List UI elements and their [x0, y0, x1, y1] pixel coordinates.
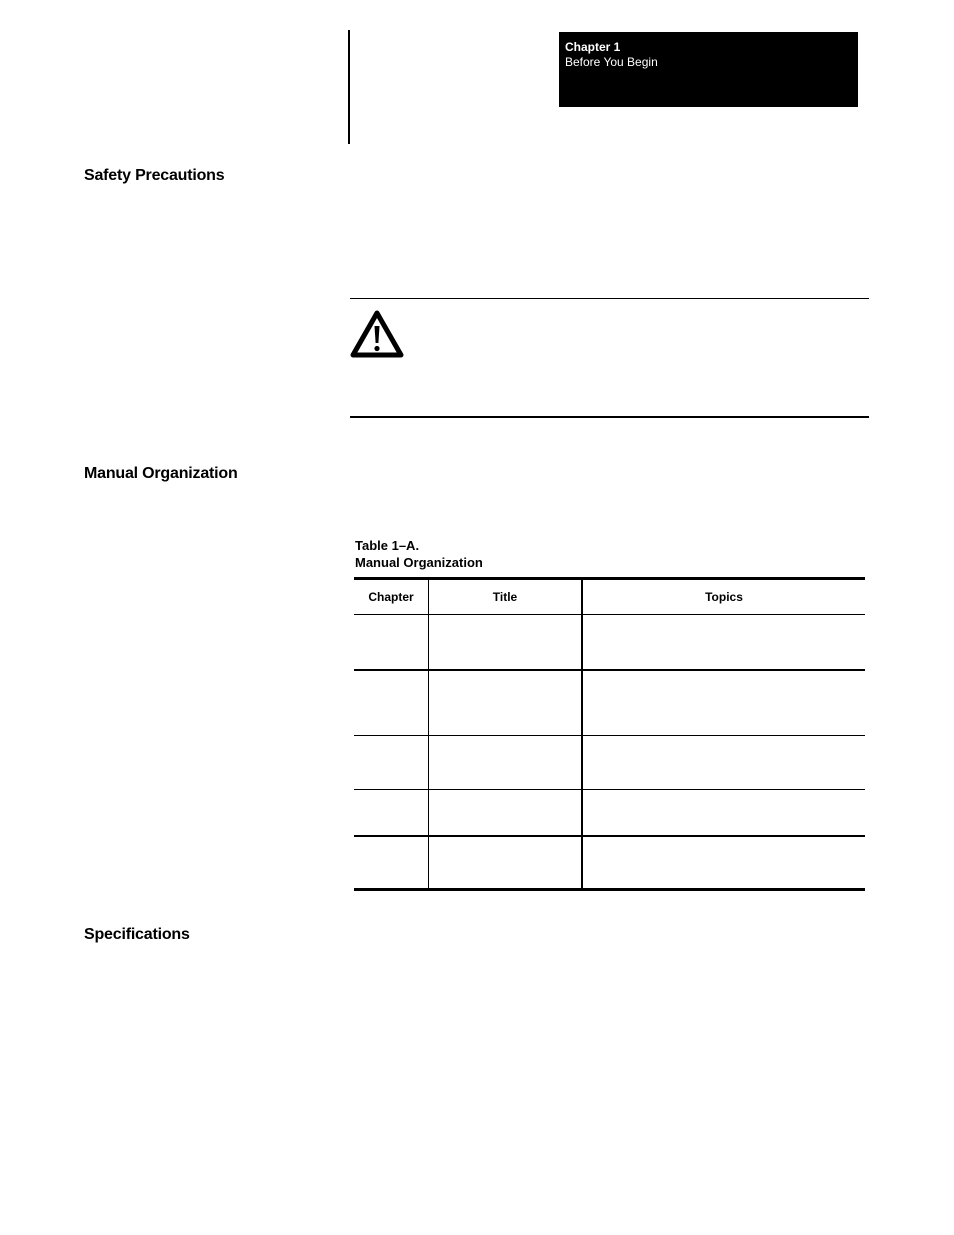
cell-title: [429, 736, 583, 790]
column-header-chapter: Chapter: [354, 579, 429, 615]
table-row: [354, 836, 865, 890]
cell-title: [429, 670, 583, 736]
table-title: Manual Organization: [355, 555, 483, 570]
cell-title: [429, 836, 583, 890]
warning-block: [350, 298, 869, 418]
chapter-title: Before You Begin: [565, 55, 658, 69]
cell-topics: [582, 836, 865, 890]
table-header-row: [354, 579, 865, 615]
table-row: [354, 615, 865, 671]
table-row: [354, 790, 865, 837]
chapter-header-box: [559, 32, 858, 107]
column-header-topics: Topics: [582, 579, 865, 615]
safety-precautions-heading: Safety Precautions: [84, 167, 225, 184]
column-header-title: Title: [429, 579, 583, 615]
cell-chapter: [354, 790, 429, 837]
cell-chapter: [354, 736, 429, 790]
cell-topics: [582, 615, 865, 671]
manual-organization-table: [354, 577, 865, 891]
cell-chapter: [354, 836, 429, 890]
table-number: Table 1–A.: [355, 538, 420, 553]
cell-topics: [582, 670, 865, 736]
table-row: [354, 670, 865, 736]
table-caption: [355, 537, 483, 571]
table-row: [354, 736, 865, 790]
cell-chapter: [354, 670, 429, 736]
cell-title: [429, 615, 583, 671]
cell-topics: [582, 736, 865, 790]
cell-chapter: [354, 615, 429, 671]
specifications-heading: Specifications: [84, 926, 190, 943]
cell-topics: [582, 790, 865, 837]
manual-organization-heading: Manual Organization: [84, 465, 238, 482]
chapter-number: Chapter 1: [565, 40, 621, 54]
warning-triangle-icon: [350, 309, 404, 359]
margin-rule: [348, 30, 350, 144]
cell-title: [429, 790, 583, 837]
